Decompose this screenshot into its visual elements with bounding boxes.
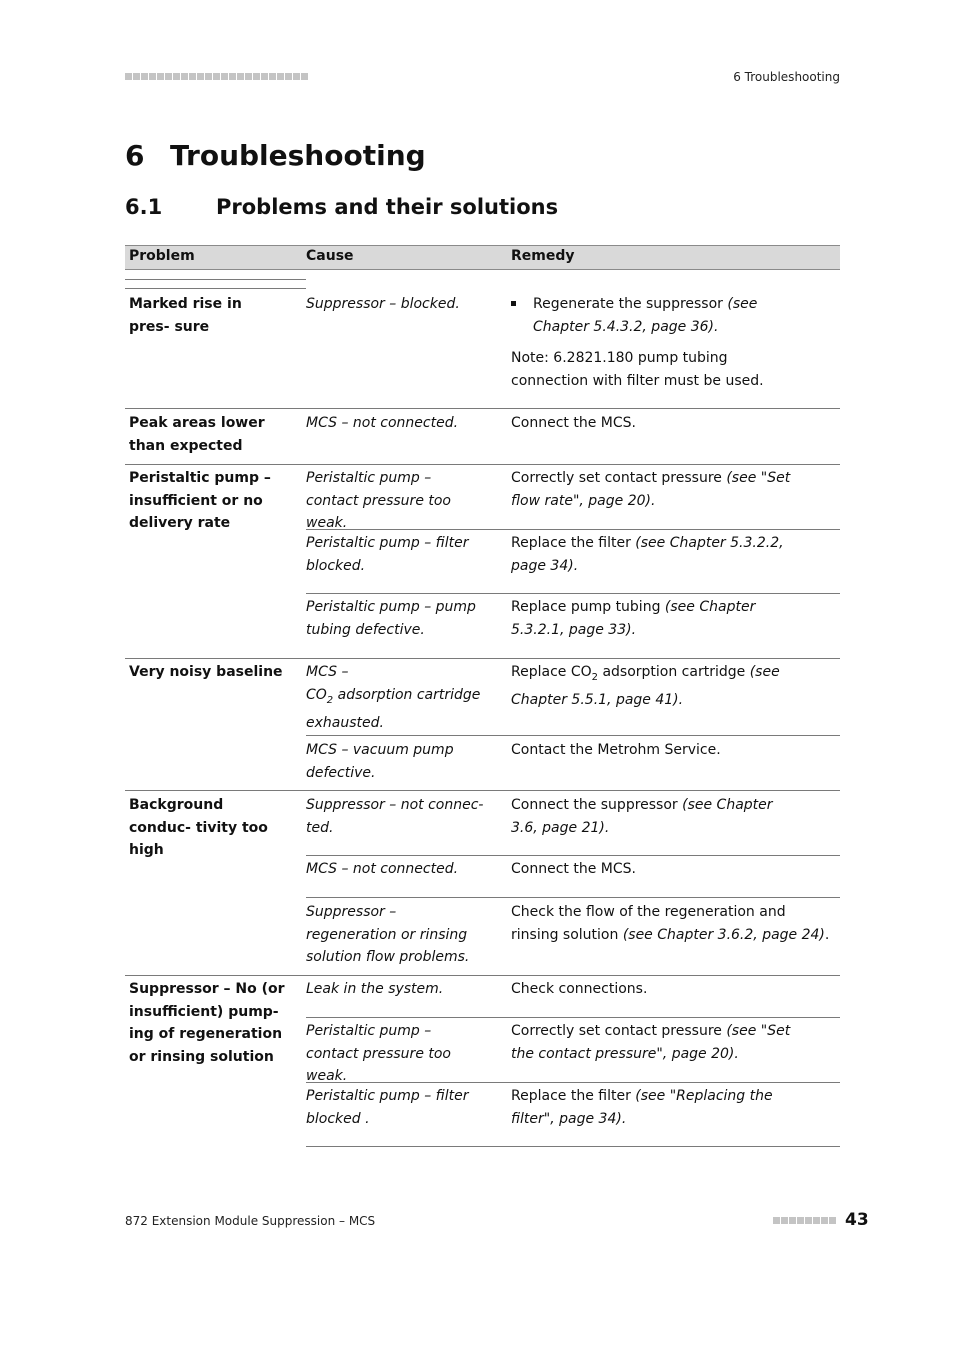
cause-cell: MCS – not connected. bbox=[306, 861, 459, 877]
cause-cell: Suppressor – blocked. bbox=[306, 296, 460, 312]
cause-cell: MCS – vacuum pump defective. bbox=[306, 742, 454, 781]
cause-line bbox=[306, 684, 496, 735]
table-rule bbox=[125, 288, 306, 289]
cause-cell: Leak in the system. bbox=[306, 981, 444, 997]
remedy-cell: Connect the MCS. bbox=[511, 415, 636, 431]
problem-cell: Suppressor – No (or insufficient) pump- ing of regeneration or rinsing solution bbox=[129, 981, 285, 1065]
column-header-cause: Cause bbox=[306, 248, 354, 264]
cause-cell: MCS – not connected. bbox=[306, 415, 459, 431]
cross-reference: (see "Replacing the filter", page 34). bbox=[511, 1088, 773, 1127]
cross-reference: (see Chapter 5.3.2.1, page 33). bbox=[511, 599, 756, 638]
cross-reference: (see "Set the contact pressure", page 20). bbox=[511, 1023, 791, 1062]
cause-cell: Peristaltic pump – contact pressure too weak. bbox=[306, 470, 451, 531]
remedy-text: Check the flow of the regeneration and rinsing solution bbox=[511, 904, 786, 943]
row-divider bbox=[125, 464, 840, 465]
column-header-remedy: Remedy bbox=[511, 248, 575, 264]
remedy-text: . bbox=[824, 926, 830, 943]
row-divider bbox=[125, 790, 840, 791]
row-divider bbox=[306, 897, 840, 898]
bullet-square-icon bbox=[511, 301, 516, 306]
page-number: 43 bbox=[845, 1210, 869, 1230]
row-divider bbox=[125, 975, 840, 976]
remedy-bullet-main: Regenerate the suppressor bbox=[533, 296, 728, 312]
section-number: 6.1 bbox=[125, 195, 163, 219]
remedy-cell bbox=[511, 901, 836, 946]
remedy-cell: Connect the MCS. bbox=[511, 861, 636, 877]
problem-cell: Peak areas lower than expected bbox=[129, 415, 265, 454]
chapter-title bbox=[125, 139, 426, 172]
cause-cell: Suppressor – regeneration or rinsing solution flow problems. bbox=[306, 904, 470, 965]
row-divider bbox=[306, 855, 840, 856]
remedy-cell bbox=[511, 532, 811, 577]
footer-document-title: 872 Extension Module Suppression – MCS bbox=[125, 1214, 376, 1228]
row-divider bbox=[306, 735, 840, 736]
remedy-text: Replace the filter bbox=[511, 1088, 636, 1104]
remedy-note: Note: 6.2821.180 pump tubing connection with filter must be used. bbox=[511, 350, 764, 389]
running-header: 6 Troubleshooting bbox=[733, 70, 840, 84]
row-divider bbox=[125, 658, 840, 659]
cause-cell: Suppressor – not connec- ted. bbox=[306, 797, 484, 836]
row-divider bbox=[306, 1017, 840, 1018]
remedy-cell: Contact the Metrohm Service. bbox=[511, 742, 721, 758]
chapter-title-text: Troubleshooting bbox=[170, 139, 426, 172]
cross-reference: (see Chapter 5.4.3.2, page 36). bbox=[533, 296, 758, 335]
remedy-cell bbox=[511, 1020, 811, 1065]
row-divider bbox=[306, 1146, 840, 1147]
row-divider bbox=[306, 593, 840, 594]
cross-reference: (see Chapter 5.3.2.2, page 34). bbox=[511, 535, 784, 574]
remedy-text: Correctly set contact pressure bbox=[511, 470, 727, 486]
cause-cell: Peristaltic pump – pump tubing defective. bbox=[306, 599, 476, 638]
cause-line: MCS – bbox=[306, 664, 349, 680]
remedy-text: Correctly set contact pressure bbox=[511, 1023, 727, 1039]
remedy-text: Replace pump tubing bbox=[511, 599, 665, 615]
problem-cell: Marked rise in pres- sure bbox=[129, 296, 242, 335]
subscript: 2 bbox=[591, 671, 598, 683]
cross-reference: (see Chapter 3.6, page 21). bbox=[511, 797, 773, 836]
cause-cell bbox=[306, 661, 496, 734]
remedy-text: Replace the filter bbox=[511, 535, 636, 551]
cause-cell: Peristaltic pump – contact pressure too weak. bbox=[306, 1023, 451, 1084]
remedy-cell bbox=[511, 596, 811, 641]
remedy-bullet-text bbox=[533, 293, 801, 338]
row-divider bbox=[125, 408, 840, 409]
remedy-cell bbox=[511, 467, 811, 512]
remedy-cell bbox=[511, 794, 801, 839]
cause-cell: Peristaltic pump – filter blocked. bbox=[306, 535, 469, 574]
subscript: 2 bbox=[326, 694, 334, 706]
remedy-text: Connect the suppressor bbox=[511, 797, 683, 813]
cross-reference: (see Chapter 3.6.2, page 24) bbox=[622, 926, 825, 943]
cause-text: adsorption cartridge exhausted. bbox=[306, 686, 481, 731]
section-title-text: Problems and their solutions bbox=[216, 195, 559, 219]
remedy-text: Replace CO bbox=[511, 664, 592, 680]
remedy-cell bbox=[511, 293, 801, 392]
remedy-cell bbox=[511, 661, 821, 712]
cause-text: CO bbox=[306, 686, 327, 703]
section-title bbox=[125, 195, 558, 219]
table-header bbox=[125, 245, 840, 270]
cross-reference: (see "Set flow rate", page 20). bbox=[511, 470, 791, 509]
problem-cell: Very noisy baseline bbox=[129, 664, 283, 680]
remedy-bullet bbox=[511, 293, 801, 338]
header-dots-decoration bbox=[125, 73, 308, 80]
problem-cell: Background conduc- tivity too high bbox=[129, 797, 268, 858]
footer-dots-decoration bbox=[773, 1217, 836, 1224]
table-rule bbox=[125, 279, 306, 280]
remedy-cell bbox=[511, 1085, 811, 1130]
remedy-cell: Check connections. bbox=[511, 981, 648, 997]
cause-cell: Peristaltic pump – filter blocked . bbox=[306, 1088, 469, 1127]
remedy-text: adsorption cartridge bbox=[598, 664, 750, 680]
problem-cell: Peristaltic pump – insufficient or no delivery rate bbox=[129, 470, 271, 531]
column-header-problem: Problem bbox=[129, 248, 195, 264]
cross-reference: (see Chapter 5.5.1, page 41). bbox=[511, 664, 780, 709]
chapter-number: 6 bbox=[125, 139, 145, 172]
